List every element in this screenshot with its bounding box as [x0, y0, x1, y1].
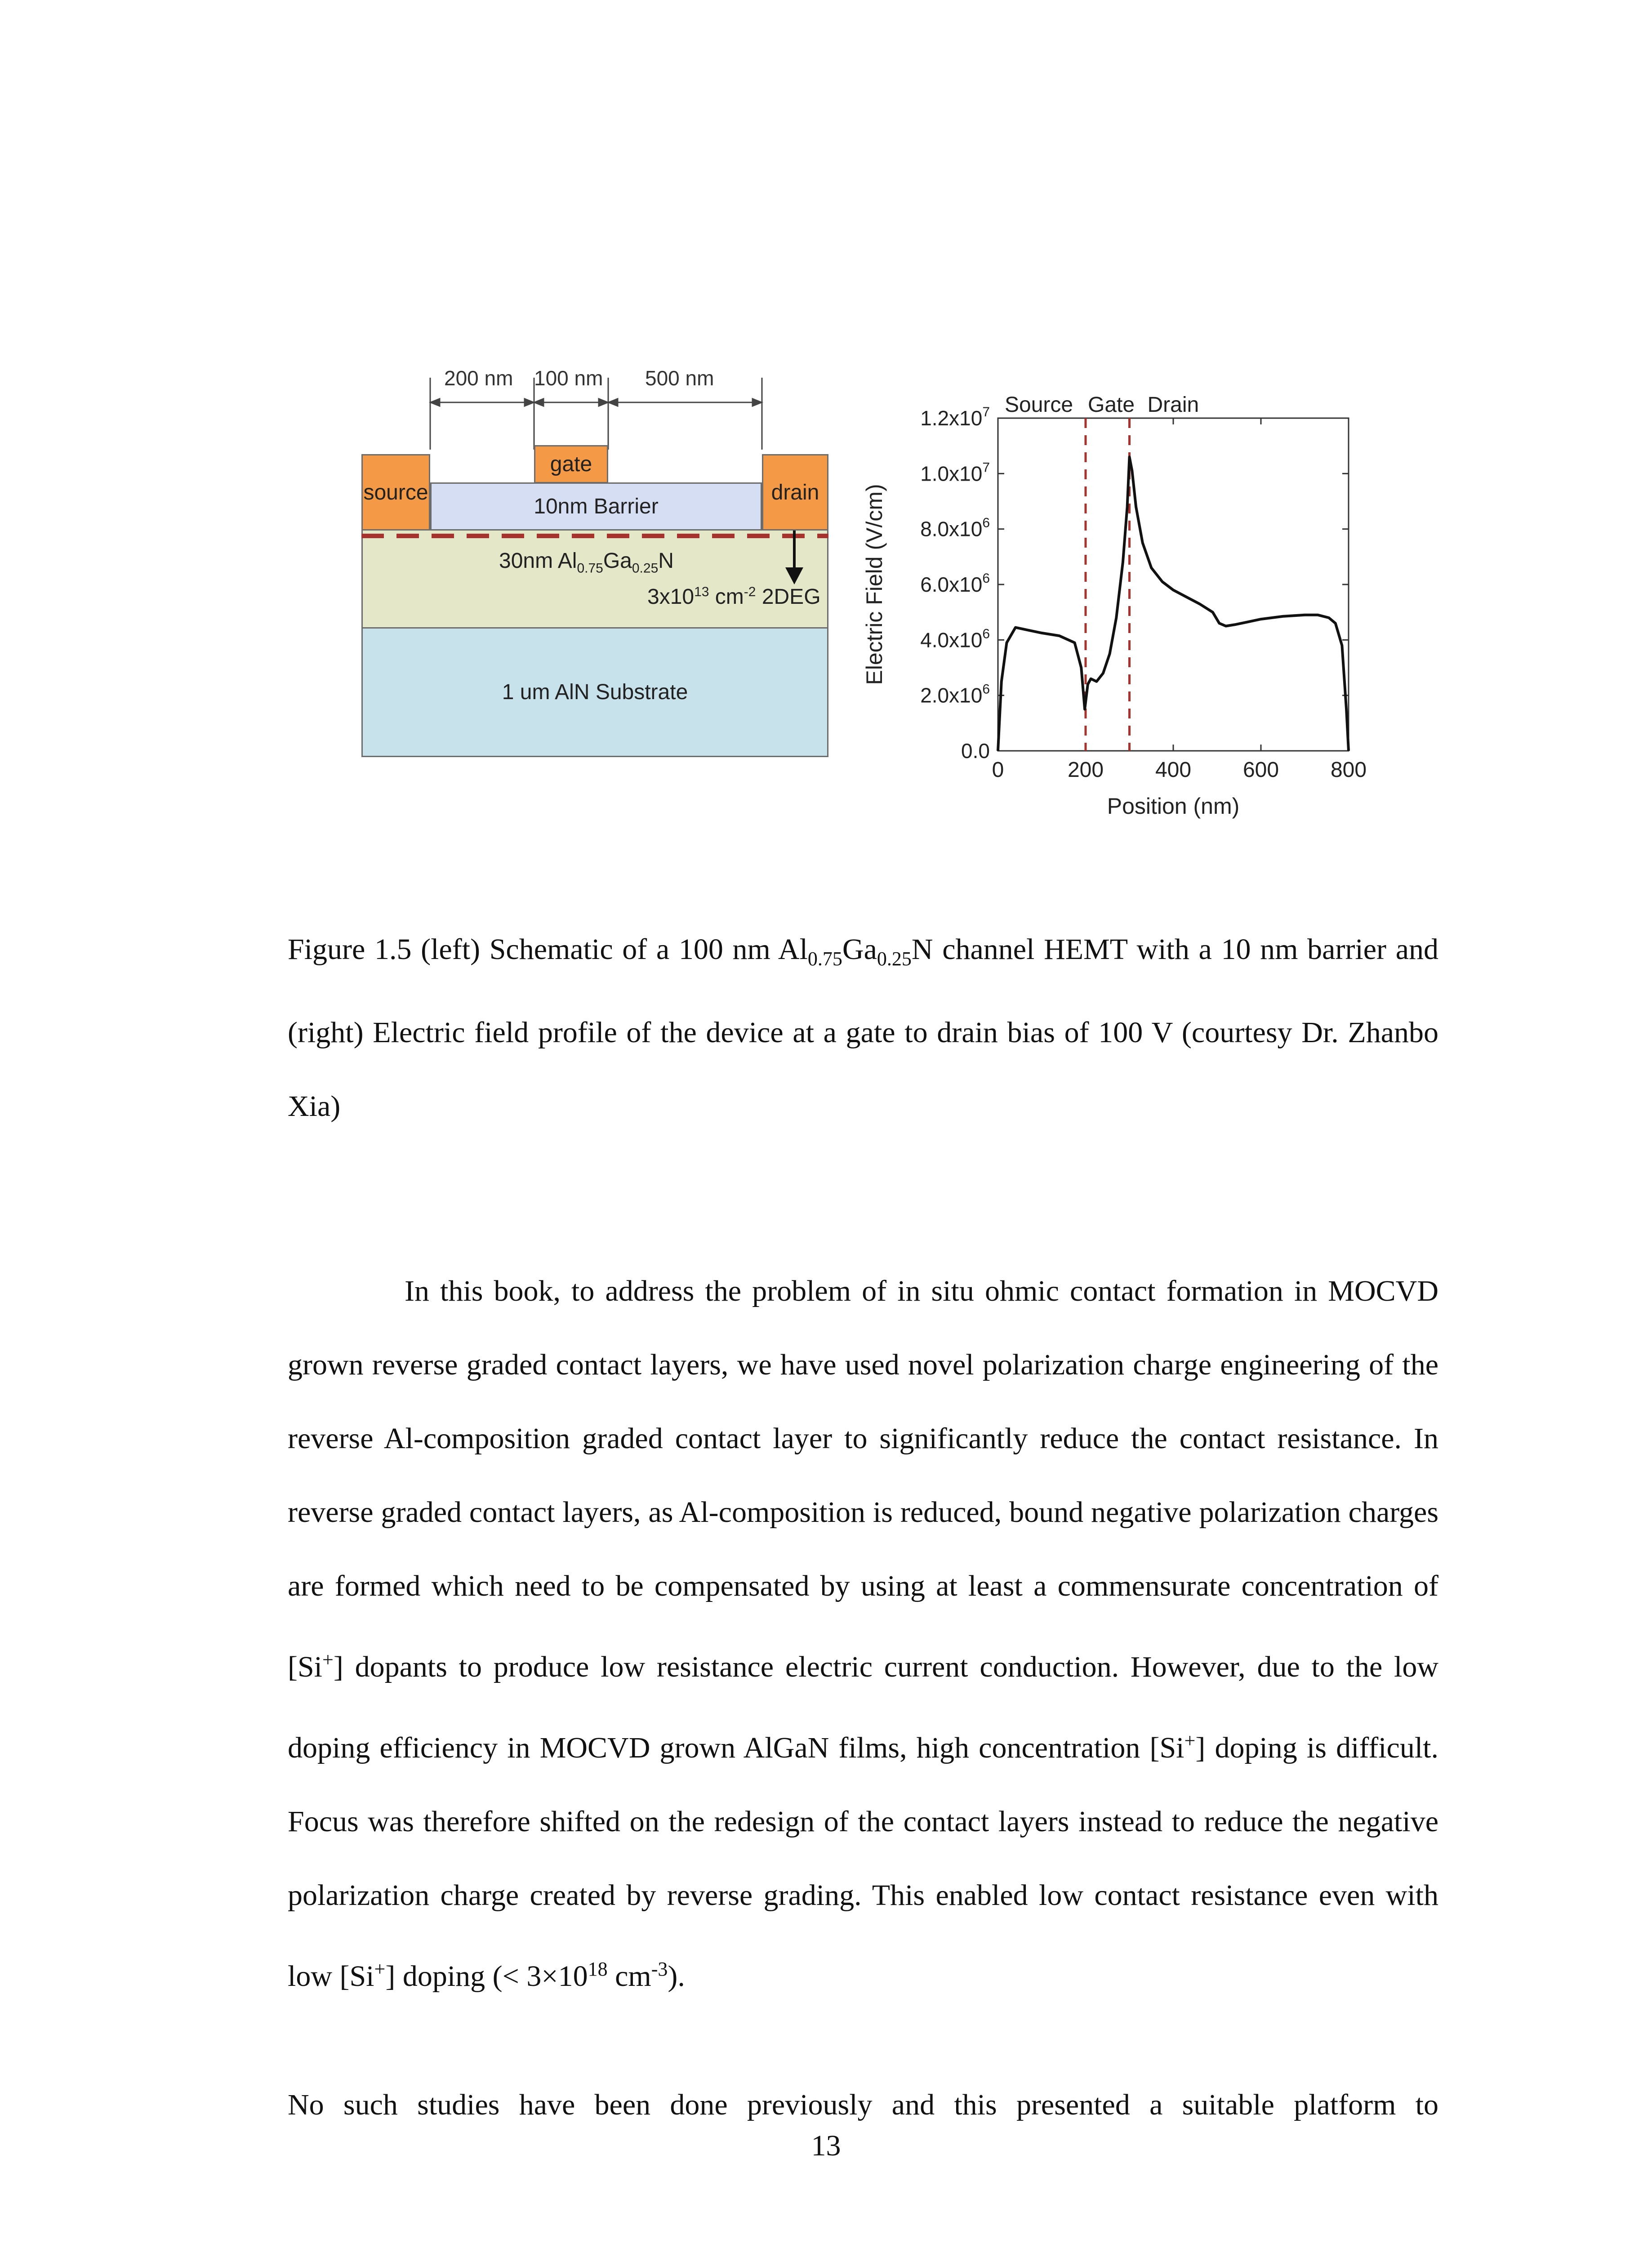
y-tick-label: 0.0: [961, 739, 990, 763]
y-tick-label: $1.2x10^7$: [920, 405, 990, 430]
x-tick-label: 0: [992, 758, 1004, 782]
channel-layer: [361, 531, 828, 629]
gate-label: gate: [550, 452, 592, 476]
2deg-label: $3x10^{13}$ $cm^{-2}$ 2DEG: [647, 584, 821, 609]
source-contact: [361, 454, 430, 531]
x-tick-label: 400: [1155, 758, 1192, 782]
top-label: Source: [1005, 393, 1073, 417]
y-tick-label: $1.0x10^7$: [920, 460, 990, 486]
dim-label-200nm: 200 nm: [444, 366, 513, 390]
electric-field-chart: [863, 378, 1403, 845]
field-curve: [998, 457, 1349, 751]
x-axis-title: Position (nm): [1107, 794, 1240, 819]
x-tick-label: 800: [1330, 758, 1367, 782]
y-tick-label: $8.0x10^6$: [920, 515, 990, 541]
drain-contact: [762, 454, 828, 531]
dim-label-100nm: 100 nm: [534, 366, 603, 390]
body-paragraph: In this book, to address the problem of in situ ohmic contact formation in MOCVD grown reverse graded contact layers, we have used novel polarization charge engineering of the reverse Al-composition graded contact layer to significantly reduce the contact resistance. In reverse graded contact layers, as Al-composition is reduced, bound negative polarization charges are formed which need to be compensated by using at least a commensurate concentration of [Si+] dopants to produce low resistance electric current conduction. However, due to the low doping efficiency in MOCVD grown AlGaN films, high concentration [Si+] doping is difficult. Focus was therefore shifted on the redesign of the contact layers instead to reduce the negative polarization charge created by reverse grading. This enabled low contact resistance even with low [Si+] doping (< $3\times 10^{18}$ $cm^{-3}$).: [288, 1275, 1438, 1993]
drain-label: drain: [771, 480, 819, 504]
top-label: Gate: [1088, 393, 1135, 417]
substrate-label: 1 um AlN Substrate: [502, 680, 688, 704]
body-paragraph-continued: No such studies have been done previously and this presented a suitable platform to: [288, 2088, 1438, 2121]
barrier-layer: [430, 482, 762, 531]
figure-caption: Figure 1.5 (left) Schematic of a 100 nm $Al_{0.75}Ga_{0.25}N$ channel HEMT with a 10 nm barrier and (right) Electric field profile of the device at a gate to drain bias of 100 V (courtesy Dr. Zhanbo Xia): [288, 933, 1438, 1123]
gate-contact: [534, 445, 608, 483]
substrate-layer: [361, 629, 828, 757]
chart-svg: [863, 378, 1403, 845]
plot-frame: [998, 418, 1349, 751]
barrier-label: 10nm Barrier: [534, 495, 659, 518]
top-label: Drain: [1147, 393, 1199, 417]
y-tick-label: $4.0x10^6$: [920, 626, 990, 652]
dim-label-500nm: 500 nm: [645, 366, 714, 390]
y-tick-label: $6.0x10^6$: [920, 571, 990, 596]
page-number: 13: [811, 2129, 841, 2162]
hemt-schematic: [355, 360, 841, 764]
y-tick-label: $2.0x10^6$: [920, 682, 990, 707]
x-tick-label: 600: [1242, 758, 1279, 782]
channel-label: 30nm $Al_{0.75}Ga_{0.25}N$: [499, 549, 674, 576]
y-axis-title: Electric Field (V/cm): [863, 484, 887, 685]
source-label: source: [363, 480, 428, 504]
x-tick-label: 200: [1067, 758, 1104, 782]
